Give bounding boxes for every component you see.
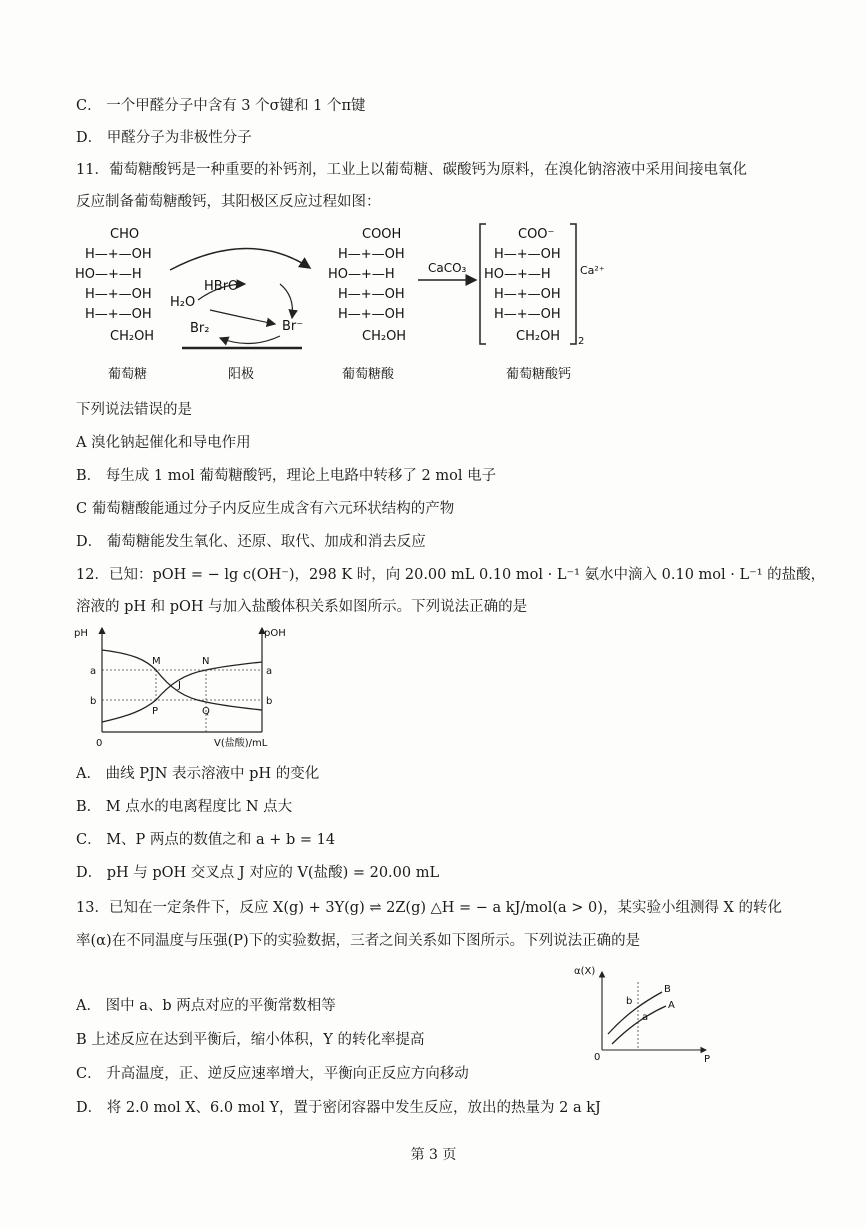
svg-text:H—+—OH: H—+—OH: [494, 287, 561, 302]
page-footer: 第 3 页: [410, 1147, 457, 1163]
q13-option-d: D． 将 2.0 mol X、6.0 mol Y，置于密闭容器中发生反应，放出的热量为 2 a kJ: [76, 1100, 601, 1116]
graph13-xlabel: P: [704, 1054, 711, 1064]
graph12-b-left: b: [90, 696, 97, 707]
q11-stem-line1: 11．葡萄糖酸钙是一种重要的补钙剂，工业上以葡萄糖、碳酸钙为原料，在溴化钠溶液中采用间接电氧化: [76, 162, 747, 178]
glucose-structure: [75, 227, 154, 382]
graph12-point-q: Q: [202, 706, 210, 717]
salt-subscript: 2: [578, 336, 585, 347]
svg-text:H—+—OH: H—+—OH: [338, 247, 405, 262]
graph12-a-left: a: [90, 666, 97, 677]
acid-name: 葡萄糖酸: [342, 367, 395, 382]
q12-stem-line1: 12．已知：pOH = − lg c(OH⁻)，298 K 时，向 20.00 mL 0.10 mol · L⁻¹ 氨水中滴入 0.10 mol · L⁻¹ 的盐酸，: [76, 567, 826, 583]
q12-option-a: A． 曲线 PJN 表示溶液中 pH 的变化: [76, 766, 320, 782]
reagent-caco3: CaCO₃: [428, 261, 467, 275]
q12-ph-poh-graph: [74, 622, 304, 750]
graph13-curve-a: A: [668, 1000, 675, 1011]
anode-cycle: [170, 248, 310, 382]
graph12-point-p: P: [152, 706, 159, 717]
anode-br-minus: Br⁻: [282, 319, 304, 334]
graph12-ylabel-poh: pOH: [264, 628, 286, 639]
glucose-row-2: HO—+—H: [75, 267, 142, 282]
svg-text:CH₂OH: CH₂OH: [516, 329, 561, 344]
glucose-row-1: H—+—OH: [85, 247, 152, 262]
q11-option-b: B． 每生成 1 mol 葡萄糖酸钙，理论上电路中转移了 2 mol 电子: [76, 468, 497, 484]
anode-h2o: H₂O: [170, 295, 196, 310]
svg-text:H—+—OH: H—+—OH: [494, 247, 561, 262]
glucose-name: 葡萄糖: [108, 367, 148, 382]
glucose-row-4: H—+—OH: [85, 307, 152, 322]
q11-prompt: 下列说法错误的是: [76, 402, 192, 418]
graph12-origin: 0: [96, 738, 103, 749]
q11-stem-line2: 反应制备葡萄糖酸钙，其阳极区反应过程如图：: [76, 194, 381, 210]
svg-text:H—+—OH: H—+—OH: [494, 307, 561, 322]
salt-ion: Ca²⁺: [580, 264, 605, 277]
q13-option-c: C． 升高温度，正、逆反应速率增大，平衡向正反应方向移动: [76, 1066, 469, 1082]
graph12-point-j: J: [178, 680, 181, 691]
graph13-point-a: a: [642, 1012, 649, 1023]
graph12-point-n: N: [202, 656, 210, 667]
q12-option-c: C． M、P 两点的数值之和 a + b = 14: [76, 832, 336, 848]
anode-name: 阳极: [228, 367, 255, 382]
graph12-ylabel-ph: pH: [74, 628, 88, 639]
q10-option-d: D． 甲醛分子为非极性分子: [76, 130, 252, 146]
q11-reaction-diagram: [70, 218, 630, 388]
q11-option-a: A 溴化钠起催化和导电作用: [76, 435, 251, 451]
glucose-row-3: H—+—OH: [85, 287, 152, 302]
graph12-xlabel: V(盐酸)/mL: [214, 738, 268, 749]
q12-option-d: D． pH 与 pOH 交叉点 J 对应的 V(盐酸) = 20.00 mL: [76, 865, 440, 881]
anode-hbro: HBrO: [204, 279, 239, 294]
q10-option-c: C． 一个甲醛分子中含有 3 个σ键和 1 个π键: [76, 98, 366, 114]
q11-option-d: D． 葡萄糖能发生氧化、还原、取代、加成和消去反应: [76, 534, 426, 550]
svg-text:H—+—OH: H—+—OH: [338, 307, 405, 322]
q13-stem-line2: 率(α)在不同温度与压强(P)下的实验数据，三者之间关系如下图所示。下列说法正确的是: [76, 933, 641, 949]
acid-top: COOH: [362, 227, 402, 242]
calcium-gluconate-structure: [480, 224, 605, 382]
graph13-origin: 0: [594, 1052, 601, 1063]
salt-top: COO⁻: [518, 227, 555, 242]
q13-conversion-graph: [566, 960, 726, 1064]
graph12-a-right: a: [266, 666, 273, 677]
q12-stem-line2: 溶液的 pH 和 pOH 与加入盐酸体积关系如图所示。下列说法正确的是: [76, 599, 528, 615]
q13-option-a: A． 图中 a、b 两点对应的平衡常数相等: [76, 998, 336, 1014]
q12-option-b: B． M 点水的电离程度比 N 点大: [76, 799, 293, 815]
anode-br2: Br₂: [190, 321, 210, 336]
svg-text:HO—+—H: HO—+—H: [484, 267, 551, 282]
graph12-b-right: b: [266, 696, 273, 707]
svg-text:H—+—OH: H—+—OH: [338, 287, 405, 302]
svg-text:CH₂OH: CH₂OH: [362, 329, 407, 344]
graph13-curve-b: B: [664, 984, 671, 995]
svg-text:HO—+—H: HO—+—H: [328, 267, 395, 282]
glucose-top: CHO: [110, 227, 140, 242]
graph13-point-b: b: [626, 996, 633, 1007]
salt-name: 葡萄糖酸钙: [506, 367, 572, 382]
q11-option-c: C 葡萄糖酸能通过分子内反应生成含有六元环状结构的产物: [76, 501, 455, 517]
graph13-ylabel: α(X): [574, 966, 596, 977]
graph12-point-m: M: [152, 656, 161, 667]
gluconic-acid-structure: [328, 227, 406, 382]
q13-stem-line1: 13．已知在一定条件下，反应 X(g) + 3Y(g) ⇌ 2Z(g) △H = − a kJ/mol(a > 0)，某实验小组测得 X 的转化: [76, 900, 782, 916]
q13-option-b: B 上述反应在达到平衡后，缩小体积，Y 的转化率提高: [76, 1032, 425, 1048]
glucose-bottom: CH₂OH: [110, 329, 155, 344]
